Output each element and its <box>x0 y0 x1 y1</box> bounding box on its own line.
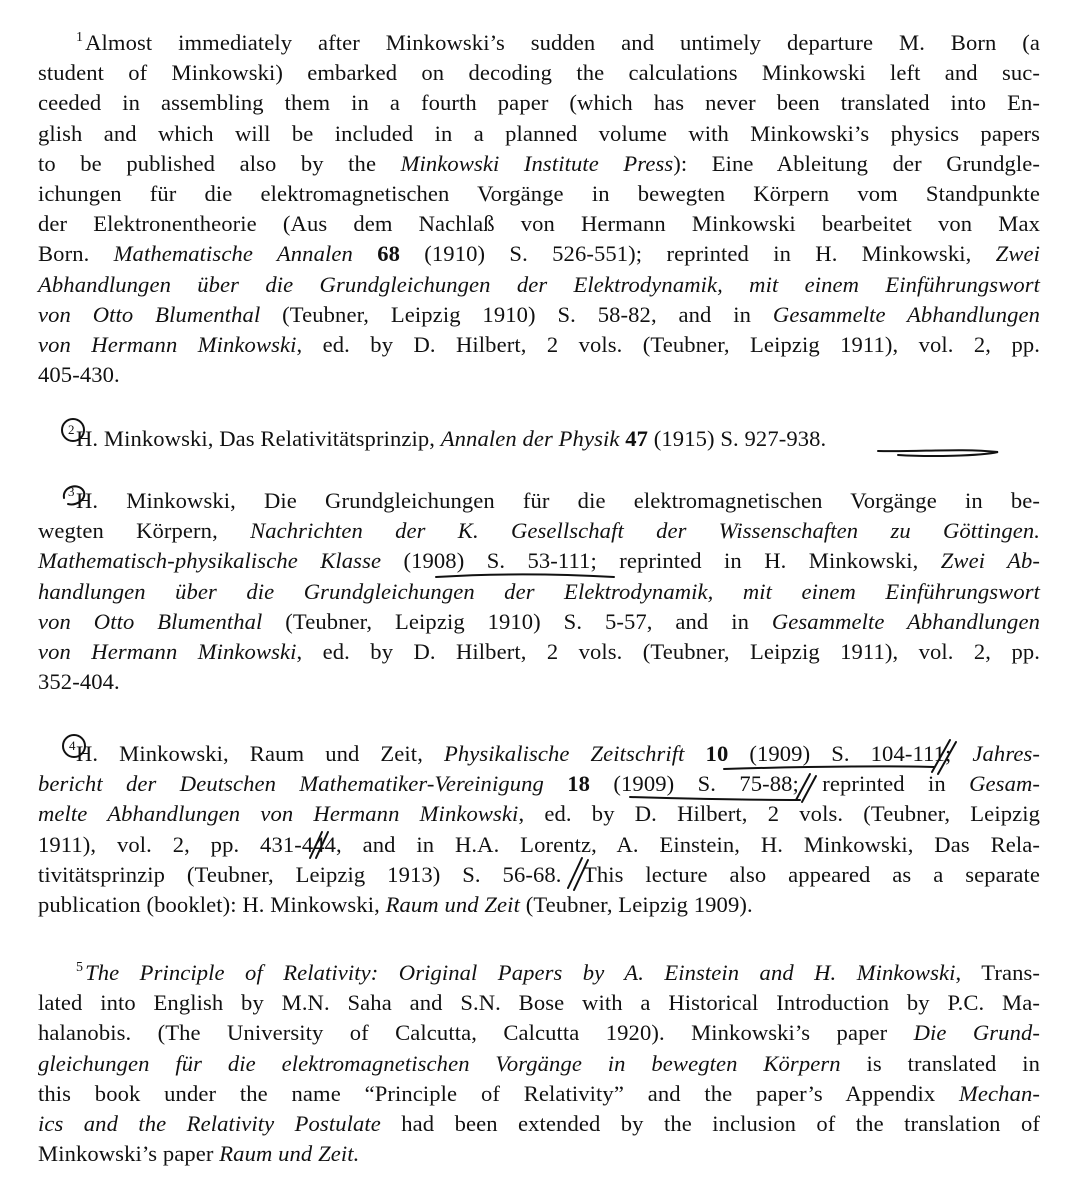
bold-text: 10 <box>705 741 729 766</box>
footnote-line <box>38 577 1040 607</box>
footnote-line <box>38 360 1040 390</box>
italic-text: Physikalische Zeitschrift <box>443 741 685 766</box>
footnote-line <box>38 667 1040 697</box>
footnote-line <box>38 1139 1040 1169</box>
text-run: H. Minkowski, Raum und Zeit, <box>76 741 444 766</box>
italic-text: Raum und Zeit. <box>219 1141 360 1167</box>
italic-text: Die Grund- <box>913 1020 1040 1046</box>
text-run: wegten Körpern, <box>38 518 251 544</box>
italic-text: The Principle of Relativity: Original Papers by A. Einstein and H. Minkowski <box>85 960 956 985</box>
text-run: ceeded in assembling them in a fourth paper (which has never been translated into En- <box>38 90 1040 116</box>
text-run: (Teubner, Leipzig 1910) S. 5-57, and in <box>262 608 772 634</box>
text-run: 405-430. <box>38 362 120 388</box>
text-run: to be published also by the <box>38 150 401 176</box>
text-run <box>685 741 706 766</box>
footnote-line <box>38 988 1040 1018</box>
italic-text: Zwei <box>995 241 1040 267</box>
text-run: 352-404. <box>38 669 120 695</box>
text-run: lated into English by M.N. Saha and S.N. Bose with a Historical Introduction by P.C. Ma- <box>38 990 1040 1016</box>
footnote-line <box>38 890 1040 920</box>
footnote-marker: 1 <box>76 30 84 45</box>
italic-text: Minkowski Institute Press <box>400 150 674 176</box>
text-run: ichungen für die elektromagnetischen Vorgänge in bewegten Körpern vom Standpunkte <box>38 181 1040 206</box>
footnote-line <box>38 769 1040 799</box>
text-run: (Teubner, Leipzig 1909). <box>519 892 753 917</box>
text-run: , ed. by D. Hilbert, 2 vols. (Teubner, Leipzig <box>518 801 1040 827</box>
text-run: is translated in <box>840 1050 1040 1076</box>
text-run: ): Eine Ableitung der Grundgle- <box>673 150 1040 176</box>
text-run: this book under the name “Principle of Relativity” and the paper’s Appendix <box>38 1080 959 1106</box>
text-run: (1915) S. 927-938. <box>648 426 827 451</box>
footnote-line <box>76 958 1040 988</box>
footnote-line <box>38 607 1040 637</box>
footnote-line <box>76 424 1040 454</box>
italic-text: Gesam- <box>969 771 1041 797</box>
text-run: Almost immediately after Minkowski’s sudden and untimely departure M. Born (a <box>85 30 1040 55</box>
svg-text:4: 4 <box>69 738 76 753</box>
footnote-line <box>76 28 1040 58</box>
footnote-line <box>38 637 1040 667</box>
footnote-marker: 5 <box>76 960 84 975</box>
footnote-line <box>38 88 1040 118</box>
footnote-line <box>38 799 1040 829</box>
text-run: , ed. by D. Hilbert, 2 vols. (Teubner, Leipzig 1911), vol. 2, pp. <box>296 639 1040 664</box>
italic-text: melte Abhandlungen von Hermann Minkowski <box>38 801 519 827</box>
italic-text: von Otto Blumenthal <box>38 301 261 327</box>
footnote-line <box>38 1109 1040 1139</box>
italic-text: Mechan- <box>959 1080 1040 1106</box>
italic-text: gleichungen für die elektromagnetischen Vorgänge in bewegten Körpern <box>38 1050 841 1076</box>
italic-text: Abhandlungen über die Grundgleichungen der Elektrodynamik, mit einem Einführungswort <box>38 271 1040 297</box>
footnote-line <box>38 119 1040 149</box>
italic-text: Nachrichten der K. Gesellschaft der Wissenschaften zu Göttingen. <box>250 518 1040 544</box>
footnote-line <box>38 300 1040 330</box>
italic-text: bericht der Deutschen Mathematiker-Vereinigung <box>38 771 544 797</box>
text-run: H. Minkowski, Die Grundgleichungen für die elektromagnetischen Vorgänge in be- <box>76 488 1040 513</box>
text-run: had been extended by the inclusion of the translation of <box>380 1111 1040 1136</box>
footnote-line <box>38 270 1040 300</box>
italic-text: Zwei Ab- <box>940 548 1040 574</box>
italic-text: von Hermann Minkowski <box>38 639 297 664</box>
text-run: publication (booklet): H. Minkowski, <box>38 892 386 917</box>
italic-text: Raum und Zeit <box>385 892 520 917</box>
text-run: 1911), vol. 2, pp. 431-444, and in H.A. Lorentz, A. Einstein, H. Minkowski, Das Rela- <box>38 831 1040 857</box>
italic-text: ics and the Relativity Postulate <box>38 1111 381 1136</box>
footnote-line <box>38 1079 1040 1109</box>
text-run <box>544 771 567 796</box>
text-run: , ed. by D. Hilbert, 2 vols. (Teubner, Leipzig 1911), vol. 2, pp. <box>296 332 1040 357</box>
footnote-line <box>38 1018 1040 1048</box>
footnote-line <box>76 739 1040 769</box>
italic-text: Gesammelte Abhandlungen <box>772 301 1041 327</box>
text-run: der Elektronentheorie (Aus dem Nachlaß von Hermann Minkowski bearbeitet von Max <box>38 211 1040 237</box>
italic-text: von Hermann Minkowski <box>38 332 297 357</box>
footnote-line <box>38 1049 1040 1079</box>
footnote-line <box>38 546 1040 576</box>
bold-text: 68 <box>377 241 400 267</box>
text-run: Minkowski’s paper <box>38 1141 220 1167</box>
footnote-line <box>76 486 1040 516</box>
text-run: glish and which will be included in a planned volume with Minkowski’s physics papers <box>38 120 1040 146</box>
text-run: Born. <box>38 241 114 267</box>
footnote-line <box>38 830 1040 860</box>
footnote-line <box>38 239 1040 269</box>
italic-text: Gesammelte Abhandlungen <box>771 608 1040 634</box>
footnote-line <box>38 860 1040 890</box>
footnote-line <box>38 58 1040 88</box>
text-run: (1908) S. 53-111; reprinted in H. Minkowski, <box>381 548 941 574</box>
bold-text: 18 <box>567 771 591 797</box>
text-run: , Trans- <box>955 960 1040 985</box>
footnote-line <box>38 330 1040 360</box>
footnote-line <box>38 179 1040 209</box>
bold-text: 47 <box>625 426 649 451</box>
text-run: (1909) S. 75-88; reprinted in <box>590 771 970 797</box>
footnote-line <box>38 149 1040 179</box>
text-run: (1909) S. 104-111; <box>728 741 973 766</box>
italic-text: handlungen über die Grundgleichungen der Elektrodynamik, mit einem Einführungswort <box>38 578 1040 604</box>
text-run: H. Minkowski, Das Relativitätsprinzip, <box>76 426 441 451</box>
text-run <box>353 241 377 266</box>
text-run: (Teubner, Leipzig 1910) S. 58-82, and in <box>260 301 773 327</box>
svg-text:3: 3 <box>68 484 75 499</box>
text-run: tivitätsprinzip (Teubner, Leipzig 1913) S. 56-68. This lecture also appeared as a separate <box>38 861 1040 887</box>
italic-text: von Otto Blumenthal <box>38 608 263 634</box>
footnote-line <box>38 516 1040 546</box>
italic-text: Annalen der Physik <box>440 426 620 451</box>
italic-text: Mathematisch-physikalische Klasse <box>38 548 382 574</box>
footnote-line <box>38 209 1040 239</box>
italic-text: Mathematische Annalen <box>113 241 353 267</box>
text-run: student of Minkowski) embarked on decoding the calculations Minkowski left and suc- <box>38 60 1040 86</box>
text-run: (1910) S. 526-551); reprinted in H. Minkowski, <box>399 241 996 267</box>
svg-text:2: 2 <box>68 422 75 437</box>
text-run: halanobis. (The University of Calcutta, Calcutta 1920). Minkowski’s paper <box>38 1020 914 1046</box>
italic-text: Jahres- <box>972 741 1041 766</box>
